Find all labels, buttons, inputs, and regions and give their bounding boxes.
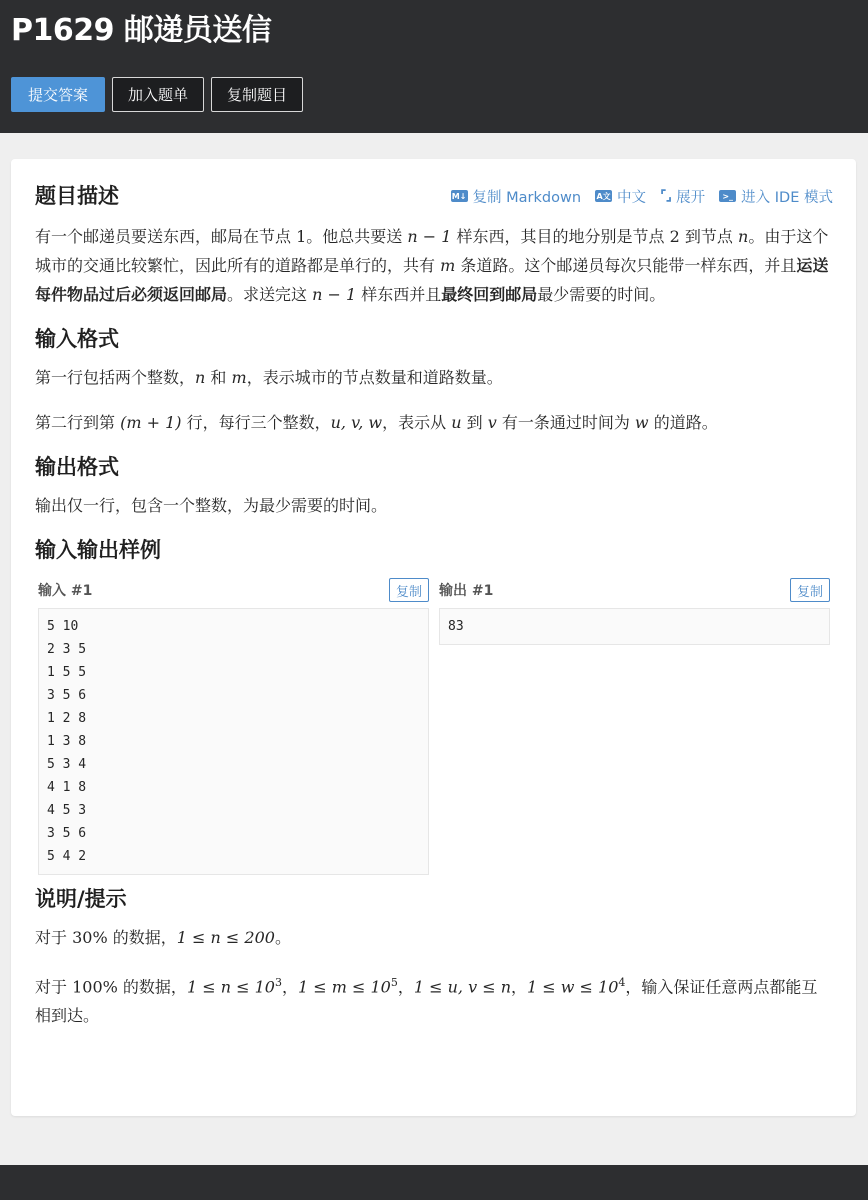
output-format-text: 输出仅一行，包含一个整数，为最少需要的时间。 bbox=[35, 496, 388, 515]
input-format-line1: 第一行包括两个整数，n 和 m，表示城市的节点数量和道路数量。 bbox=[35, 368, 503, 387]
sample-output-label: 输出 #1 bbox=[439, 583, 494, 599]
page-header bbox=[0, 0, 868, 133]
copy-problem-button[interactable]: 复制题目 bbox=[211, 77, 303, 112]
output-format-heading: 输出格式 bbox=[35, 455, 119, 479]
translate-icon: A文 bbox=[596, 191, 611, 201]
language-toggle[interactable] bbox=[595, 186, 646, 207]
samples bbox=[35, 576, 832, 875]
expand-link[interactable] bbox=[660, 186, 705, 207]
page-footer bbox=[0, 1165, 868, 1200]
ide-mode-label: 进入 IDE 模式 bbox=[741, 189, 833, 206]
add-to-list-button[interactable]: 加入题单 bbox=[112, 77, 204, 112]
ide-mode-link[interactable] bbox=[719, 186, 833, 207]
input-format-heading: 输入格式 bbox=[35, 327, 119, 351]
terminal-icon: >_ bbox=[719, 190, 736, 202]
submit-answer-button[interactable]: 提交答案 bbox=[11, 77, 105, 112]
toolbar bbox=[451, 186, 833, 207]
copy-markdown-label: 复制 Markdown bbox=[472, 189, 582, 206]
hint-heading: 说明/提示 bbox=[35, 887, 127, 911]
language-label: 中文 bbox=[617, 189, 647, 206]
hint-line2: 对于 100% 的数据，$1 \le n \le 10^3$，$1 \le m \le 10^5$，1 ≤ u, v ≤ n，$1 \le w \le 10^4$，输入保证任意两点都能互相到达。 bbox=[35, 976, 818, 1026]
copy-markdown-link[interactable] bbox=[451, 186, 582, 207]
description-header bbox=[35, 182, 832, 210]
description-text: 有一个邮递员要送东西，邮局在节点 1。他总共要送 n − 1 样东西，其目的地分别是节点 2 到节点 n。由于这个城市的交通比较繁忙，因此所有的道路都是单行的，共有 m 条道路。这个邮递员每次只能带一样东西，并且运送每件物品过后必须返回邮局。求送完这 n − 1 样东西并且最终回到邮局最少需要的时间。 bbox=[35, 227, 829, 304]
problem-card bbox=[11, 159, 856, 1116]
action-buttons bbox=[11, 77, 857, 112]
hint-line1: 对于 30% 的数据，1 ≤ n ≤ 200。 bbox=[35, 928, 291, 947]
expand-icon: ⌜⌟ bbox=[660, 188, 672, 204]
sample-input-label: 输入 #1 bbox=[38, 583, 93, 599]
markdown-icon: M↓ bbox=[451, 191, 467, 201]
input-format-line2: 第二行到第 (m + 1) 行，每行三个整数，u, v, w，表示从 u 到 v 有一条通过时间为 w 的道路。 bbox=[35, 413, 718, 432]
copy-input-button[interactable]: 复制 bbox=[389, 578, 429, 602]
sample-output-code: 83 bbox=[439, 608, 830, 645]
sample-output bbox=[439, 576, 830, 875]
sample-input-code: 5 10 2 3 5 1 5 5 3 5 6 1 2 8 1 3 8 5 3 4 4 1 8 4 5 3 3 5 6 5 4 2 bbox=[38, 608, 429, 875]
page-title: P1629 邮递员送信 bbox=[11, 13, 272, 48]
samples-heading: 输入输出样例 bbox=[35, 538, 161, 562]
expand-label: 展开 bbox=[676, 189, 706, 206]
description-heading: 题目描述 bbox=[35, 184, 119, 208]
sample-input bbox=[38, 576, 429, 875]
copy-output-button[interactable]: 复制 bbox=[790, 578, 830, 602]
